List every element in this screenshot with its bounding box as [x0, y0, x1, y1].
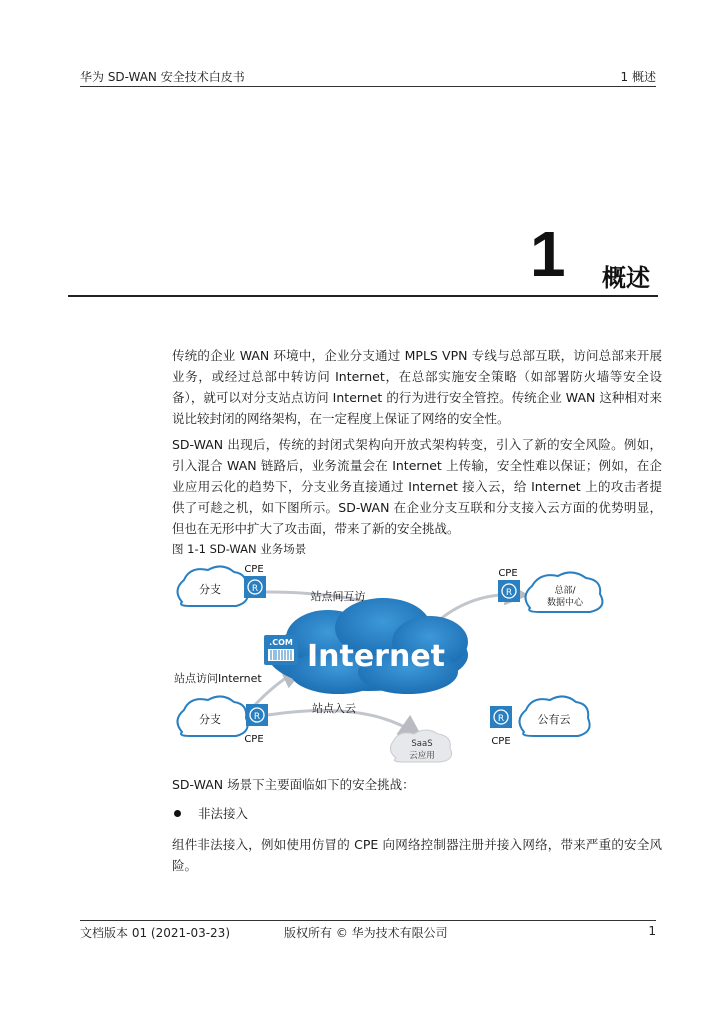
footer-page-number: 1 [648, 924, 656, 938]
bullet-illegal-access: 非法接入 [198, 806, 249, 821]
figure-caption: 图 1-1 SD-WAN 业务场景 [172, 542, 307, 556]
site-cloud-label: 站点入云 [312, 702, 356, 715]
svg-text:R: R [251, 584, 259, 594]
chapter-number: 1 [530, 218, 566, 290]
footer-doc-version: 文档版本 01 (2021-03-23) [80, 926, 231, 940]
header-title: 华为 SD-WAN 安全技术白皮书 [80, 70, 245, 84]
paragraph-sdwan: SD-WAN 出现后，传统的封闭式架构向开放式架构转变，引入了新的安全风险。例如，引入混合 WAN 链路后，业务流量会在 Internet 上传输，安全性难以保证；例如，在企业应用云化的趋势下，分支业务直接通过 Internet 接入云，给 Internet 上的攻击者提供了可趁之机，如下图所示。SD-WAN 在企业分支互联和分支接入云方面的优势明显，但也在无形中扩大了攻击面，带来了新的安全挑战。 [172, 437, 662, 536]
cpe-bottom-right-router-icon [490, 706, 512, 728]
footer-rule [80, 920, 656, 921]
dotcom-label: .COM [269, 638, 293, 647]
bullet-description: 组件非法接入，例如使用仿冒的 CPE 向网络控制器注册并接入网络，带来严重的安全风险。 [172, 837, 662, 873]
cpe-top-left-router-icon [244, 576, 266, 598]
branch-top-label: 分支 [199, 583, 221, 596]
cpe-bottom-right-label: CPE [491, 736, 511, 747]
branch-bottom-label: 分支 [199, 713, 221, 726]
hq-label-line1: 总部/ [554, 586, 576, 596]
cpe-top-right-label: CPE [498, 568, 518, 579]
footer-copyright: 版权所有 © 华为技术有限公司 [284, 926, 448, 940]
hq-label-line2: 数据中心 [546, 598, 584, 608]
cpe-bottom-left-router-icon [246, 704, 268, 726]
cpe-top-left-label: CPE [244, 564, 264, 575]
cpe-top-right-router-icon [498, 580, 520, 602]
challenges-intro: SD-WAN 场景下主要面临如下的安全挑战： [172, 777, 415, 792]
svg-text:R: R [505, 588, 513, 598]
public-cloud-label: 公有云 [537, 713, 571, 726]
site-interconnect-label: 站点间互访 [310, 590, 366, 603]
chapter-rule [68, 295, 658, 297]
saas-label-line2: 云应用 [409, 751, 435, 761]
svg-text:R: R [253, 712, 261, 722]
paragraph-intro: 传统的企业 WAN 环境中，企业分支通过 MPLS VPN 专线与总部互联，访问总部来开展业务，或经过总部中转访问 Internet，在总部实施安全策略（如部署防火墙等安全设备），就可以对分支站点访问 Internet 的行为进行安全管控。传统企业 WAN 这种相对来说比较封闭的网络架构，在一定程度上保证了网络的安全性。 [172, 348, 662, 426]
header-rule [80, 86, 656, 87]
site-internet-label: 站点访问Internet [174, 672, 262, 685]
sdwan-scenario-diagram [168, 560, 608, 770]
header-chapter: 1 概述 [620, 70, 656, 84]
internet-label: Internet [306, 639, 446, 674]
chapter-title: 概述 [602, 264, 650, 292]
svg-text:R: R [497, 714, 505, 724]
bullet-dot-icon [174, 810, 181, 817]
cpe-bottom-left-label: CPE [244, 734, 264, 745]
saas-label-line1: SaaS [411, 739, 433, 749]
